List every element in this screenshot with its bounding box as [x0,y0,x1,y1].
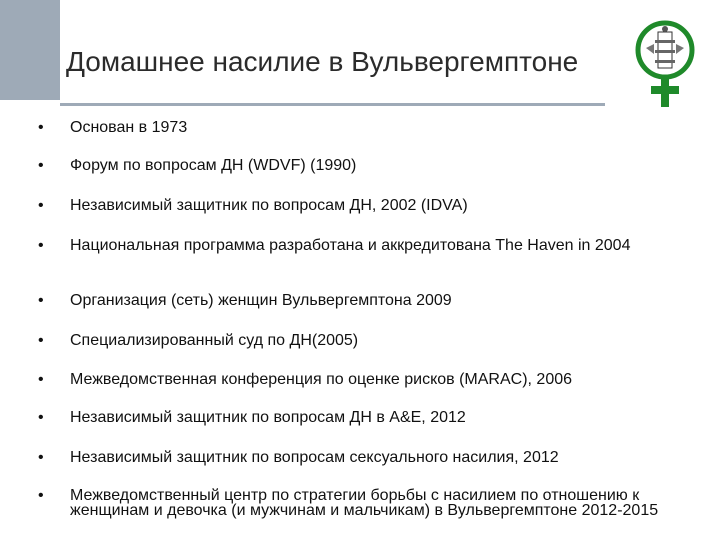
list-item [38,293,703,309]
accent-side-bar [0,0,60,100]
list-item-text: Независимый защитник по вопросам ДН в A&E, 2012 [70,409,466,426]
list-item-text: Независимый защитник по вопросам сексуального насилия, 2012 [70,449,559,466]
list-item-text: Специализированный суд по ДН(2005) [70,332,359,349]
bullet-marker: • [38,292,44,309]
list-item-text: Межведомственная конференция по оценке рисков (MARAC), 2006 [70,371,573,388]
title-divider [60,103,605,106]
list-item [38,450,703,466]
list-item [38,372,703,388]
list-item [38,488,703,518]
list-item [38,333,703,349]
bullet-marker: • [38,332,44,349]
list-item [38,238,703,254]
bullet-marker: • [38,157,44,174]
women-symbol-logo-icon [630,18,700,110]
bullet-marker: • [38,409,44,426]
bullet-marker: • [38,487,44,504]
list-item [38,158,703,174]
bullet-marker: • [38,371,44,388]
bullet-marker: • [38,449,44,466]
bullet-marker: • [38,237,44,254]
list-item-text: Форум по вопросам ДН (WDVF) (1990) [70,157,357,174]
list-item-text: Национальная программа разработана и аккредитована The Haven in 2004 [70,237,631,254]
list-item [38,198,703,214]
list-item-text: Основан в 1973 [70,119,188,136]
list-item [38,410,703,426]
slide-title: Домашнее насилие в Вульвергемптоне [66,46,579,77]
list-item-text: Межведомственный центр по стратегии борьбы с насилием по отношению к женщинам и девочка (и мужчинам и мальчикам) в Вульвергемптоне 2012-2015 [70,487,659,519]
list-item-text: Независимый защитник по вопросам ДН, 2002 (IDVA) [70,197,468,214]
list-item-text: Организация (сеть) женщин Вульвергемптона 2009 [70,292,452,309]
bullet-marker: • [38,197,44,214]
list-item [38,120,703,136]
bullet-marker: • [38,119,44,136]
